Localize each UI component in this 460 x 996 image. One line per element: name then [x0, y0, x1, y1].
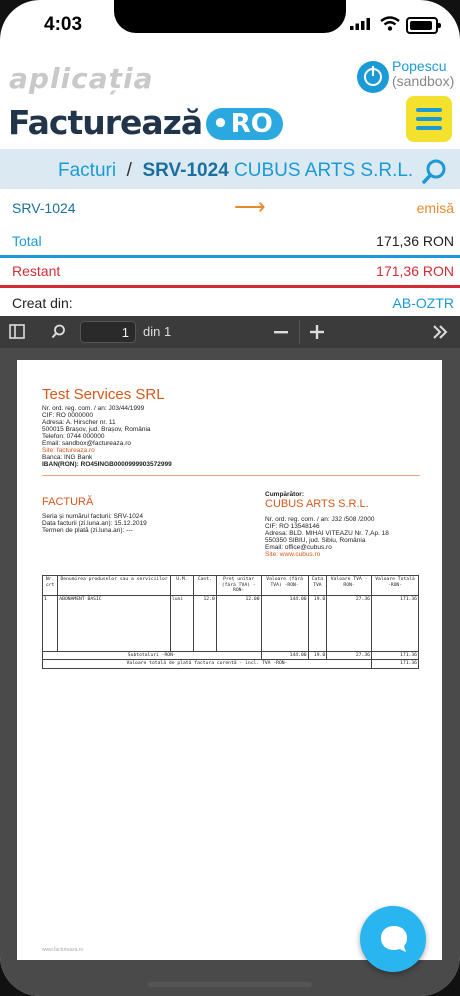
seller-name: Test Services SRL [42, 386, 165, 403]
seller-iban: IBAN(RON): RO45INGB0000999903572999 [42, 461, 172, 468]
col-header: Valoare TVA -RON- [327, 576, 372, 596]
doc-id: SRV-1024 [12, 200, 76, 216]
page-footer: www.factureaza.ro [42, 947, 84, 953]
total-value: 171,36 RON [376, 233, 454, 249]
pdf-search-icon[interactable] [51, 324, 66, 339]
seller-site-link[interactable]: Site: factureaza.ro [42, 447, 95, 454]
home-indicator [148, 982, 312, 987]
cell: 144.00 [261, 595, 308, 651]
page-number-input[interactable]: 1 [80, 321, 136, 343]
cell: luni [170, 595, 193, 651]
pdf-viewer[interactable] [0, 348, 460, 996]
cell: 12.0 [193, 595, 216, 651]
seller-line: Nr. ord. reg. com. / an: J03/44/1999 [42, 405, 145, 412]
breadcrumb-facturi-link[interactable]: Facturi [58, 160, 117, 181]
double-chevron-right-icon[interactable] [432, 325, 448, 339]
zoom-out-icon[interactable] [274, 331, 288, 334]
divider [42, 475, 420, 476]
brand-tld: • RO [206, 108, 283, 140]
arrow-right-icon: ⟶ [234, 194, 266, 219]
cell: 19.0 [308, 651, 327, 660]
breadcrumb-separator: / [126, 160, 132, 181]
chat-bubble-icon [378, 923, 410, 955]
created-from-link[interactable]: AB-OZTR [392, 295, 454, 311]
subtotal-row [43, 651, 419, 660]
power-icon[interactable] [357, 61, 389, 93]
seller-line: Adresa: A. Hirscher nr. 11 [42, 419, 116, 426]
restant-label: Restant [12, 263, 61, 279]
invoice-meta: Termen de plată (zi.luna.an): --- [42, 527, 133, 534]
table-row [43, 595, 419, 651]
cell: 1 [43, 595, 58, 651]
seller-line: CIF: RO 0000000 [42, 412, 93, 419]
col-header: Preț unitar (fără TVA) -RON- [216, 576, 261, 596]
invoice-meta: Seria și numărul facturii: SRV-1024 [42, 513, 144, 520]
grand-total-value: 171.36 [371, 660, 418, 669]
breadcrumb-text [58, 160, 413, 182]
col-header: Cota TVA [308, 576, 327, 596]
user-name[interactable]: Popescu [392, 58, 447, 74]
seller-line: Telefon: 0744 000000 [42, 433, 105, 440]
cell: 27.36 [327, 651, 372, 660]
breadcrumb-client: CUBUS ARTS S.R.L. [234, 160, 414, 181]
cell: 27.36 [327, 595, 372, 651]
doc-id-row [0, 189, 460, 227]
grand-total-row [43, 660, 419, 669]
buyer-line: Adresa: BLD. MIHAI VITEAZU Nr. 7,Ap. 18 [265, 530, 389, 537]
restant-row [0, 258, 460, 288]
buyer-line: CIF: RO 13548146 [265, 523, 320, 530]
chat-button[interactable] [360, 906, 426, 972]
col-header: Valoare (fără TVA) -RON- [261, 576, 308, 596]
seller-line: Email: sandbox@factureaza.ro [42, 440, 131, 447]
clock: 4:03 [44, 14, 83, 35]
signal-icon [350, 18, 370, 30]
invoice-meta: Data facturii (zi.luna.an): 15.12.2019 [42, 520, 147, 527]
sidebar-toggle-icon[interactable] [9, 324, 25, 339]
brand-name: Facturează [8, 103, 203, 142]
zoom-in-icon[interactable] [310, 325, 324, 339]
invoice-table [42, 575, 419, 669]
status-badge: emisă [416, 200, 454, 216]
notch [114, 0, 346, 33]
buyer-line: 550350 SIBIU, jud. Sibiu, România [265, 537, 366, 544]
col-header: Valoare Totală -RON- [371, 576, 418, 596]
cell: ABONAMENT BASIC [58, 595, 171, 651]
status-bar [0, 0, 460, 48]
search-icon[interactable] [422, 158, 448, 184]
pdf-toolbar [0, 316, 460, 349]
wifi-icon [380, 16, 400, 31]
col-header: Cant. [193, 576, 216, 596]
app-header [0, 48, 460, 148]
brand-tagline: aplicația [9, 62, 154, 95]
restant-value: 171,36 RON [376, 263, 454, 279]
user-environment: (sandbox) [392, 73, 455, 89]
invoice-title: FACTURĂ [42, 496, 94, 508]
col-header: Nr. crt [43, 576, 58, 596]
seller-line: 500015 Brașov, jud. Brașov, România [42, 426, 151, 433]
cell: 144.00 [261, 651, 308, 660]
created-from-row [0, 288, 460, 316]
breadcrumb-doc-id: SRV-1024 [142, 160, 229, 181]
subtotal-label: Subtotaluri -RON- [43, 651, 262, 660]
grand-total-label: Valoare totală de plată factura curentă - incl. TVA -RON- [43, 660, 372, 669]
total-row [0, 227, 460, 258]
col-header: Denumirea produselor sau a serviciilor [58, 576, 171, 596]
cell: 171.36 [371, 651, 418, 660]
cell: 171.36 [371, 595, 418, 651]
invoice-page [17, 360, 442, 960]
breadcrumb [0, 149, 460, 189]
buyer-title: Cumpărător: [265, 491, 305, 498]
cell: 12.00 [216, 595, 261, 651]
buyer-name: CUBUS ARTS S.R.L. [265, 498, 369, 510]
battery-icon [406, 17, 438, 34]
cell: 19.0 [308, 595, 327, 651]
buyer-line: Nr. ord. reg. com. / an: J32 /508 /2000 [265, 516, 375, 523]
seller-line: Banca: ING Bank [42, 454, 93, 461]
buyer-site-link[interactable]: Site: www.cubus.ro [265, 551, 321, 558]
hamburger-menu-button[interactable] [406, 96, 452, 142]
table-header-row [43, 576, 419, 596]
created-from-label: Creat din: [12, 295, 73, 311]
page-count: din 1 [143, 324, 172, 339]
col-header: U.M. [170, 576, 193, 596]
toolbar-divider [299, 320, 300, 344]
buyer-line: Email: office@cubus.ro [265, 544, 332, 551]
brand-logo[interactable] [8, 103, 283, 142]
total-label: Total [12, 233, 42, 249]
